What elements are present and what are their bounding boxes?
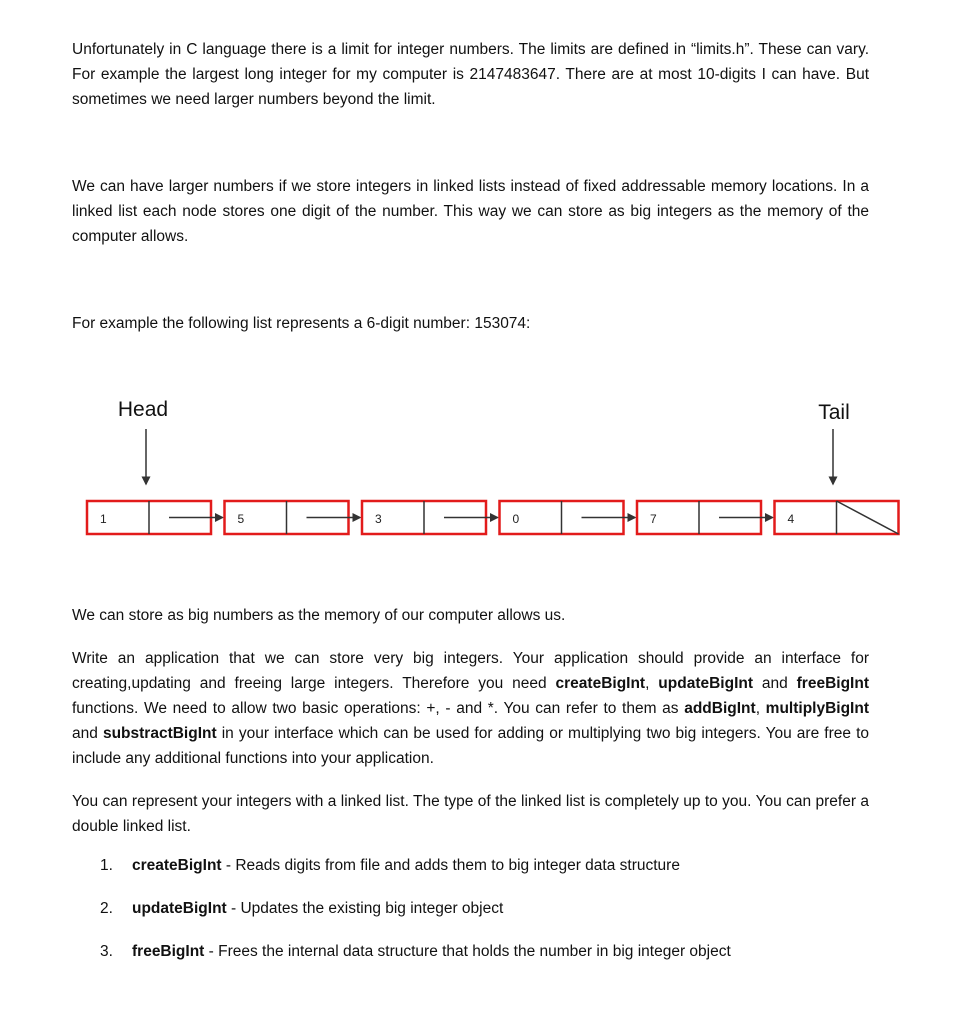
list-item — [100, 943, 731, 961]
representation-paragraph: You can represent your integers with a linked list. The type of the linked list is completely up to you. You can prefer a double linked list. — [72, 793, 869, 835]
add-bigint-term: addBigInt — [684, 700, 756, 717]
list-description: - Updates the existing big integer object — [226, 900, 504, 917]
head-label: Head — [117, 398, 169, 421]
list-term: freeBigInt — [132, 943, 205, 960]
list-term: updateBigInt — [132, 900, 227, 917]
node-digit: 4 — [787, 512, 795, 526]
assignment-text-7: in your interface which can be used for adding or multiplying two big integers. You are free to include any additional functions into your application. — [72, 725, 869, 767]
list-node — [775, 501, 899, 534]
linked-list-diagram — [0, 380, 977, 560]
assignment-text-6: and — [72, 725, 103, 742]
list-term: createBigInt — [132, 857, 222, 874]
linked-list-paragraph: We can have larger numbers if we store integers in linked lists instead of fixed addressable memory locations. In a linked list each node stores one digit of the number. This way we can store as big integers as the memory of the computer allows. — [72, 178, 869, 245]
assignment-text-1: Write an application that we can store very big integers. Your application should provide an interface for creating,updating and freeing large integers. Therefore you need — [72, 650, 869, 692]
node-digit: 1 — [100, 512, 107, 526]
list-item — [100, 857, 680, 875]
list-item — [100, 900, 503, 918]
node-digit: 5 — [237, 512, 245, 526]
tail-label: Tail — [818, 401, 850, 424]
assignment-text-3: and — [753, 675, 797, 692]
update-bigint-term: updateBigInt — [658, 675, 754, 692]
node-digit: 3 — [375, 512, 382, 526]
list-description: - Frees the internal data structure that holds the number in big integer object — [204, 943, 731, 960]
list-description: - Reads digits from file and adds them to big integer data structure — [221, 857, 680, 874]
node-digit: 0 — [512, 512, 520, 526]
memory-paragraph: We can store as big numbers as the memory of our computer allows us. — [72, 607, 566, 624]
list-node — [225, 501, 361, 534]
assignment-paragraph — [72, 646, 869, 771]
example-paragraph: For example the following list represents a 6-digit number: 153074: — [72, 315, 531, 332]
list-node — [362, 501, 498, 534]
assignment-text-5: , — [755, 700, 766, 717]
multiply-bigint-term: multiplyBigInt — [765, 700, 869, 717]
list-node — [637, 501, 773, 534]
create-bigint-term: createBigInt — [555, 675, 646, 692]
node-digit: 7 — [650, 512, 657, 526]
list-node — [500, 501, 636, 534]
list-node — [87, 501, 223, 534]
assignment-text-4: functions. We need to allow two basic operations: +, - and *. You can refer to them as — [72, 700, 685, 717]
assignment-text-2: , — [645, 675, 659, 692]
free-bigint-term: freeBigInt — [796, 675, 869, 692]
list-number: 3. — [100, 943, 113, 960]
intro-paragraph: Unfortunately in C language there is a limit for integer numbers. The limits are defined in “limits.h”. These can vary. For example the largest long integer for my computer is 2147483647. There are at most 10-digits I can have. But sometimes we need larger numbers beyond the limit. — [72, 41, 869, 108]
substract-bigint-term: substractBigInt — [102, 725, 217, 742]
list-number: 1. — [100, 857, 113, 874]
list-number: 2. — [100, 900, 113, 917]
